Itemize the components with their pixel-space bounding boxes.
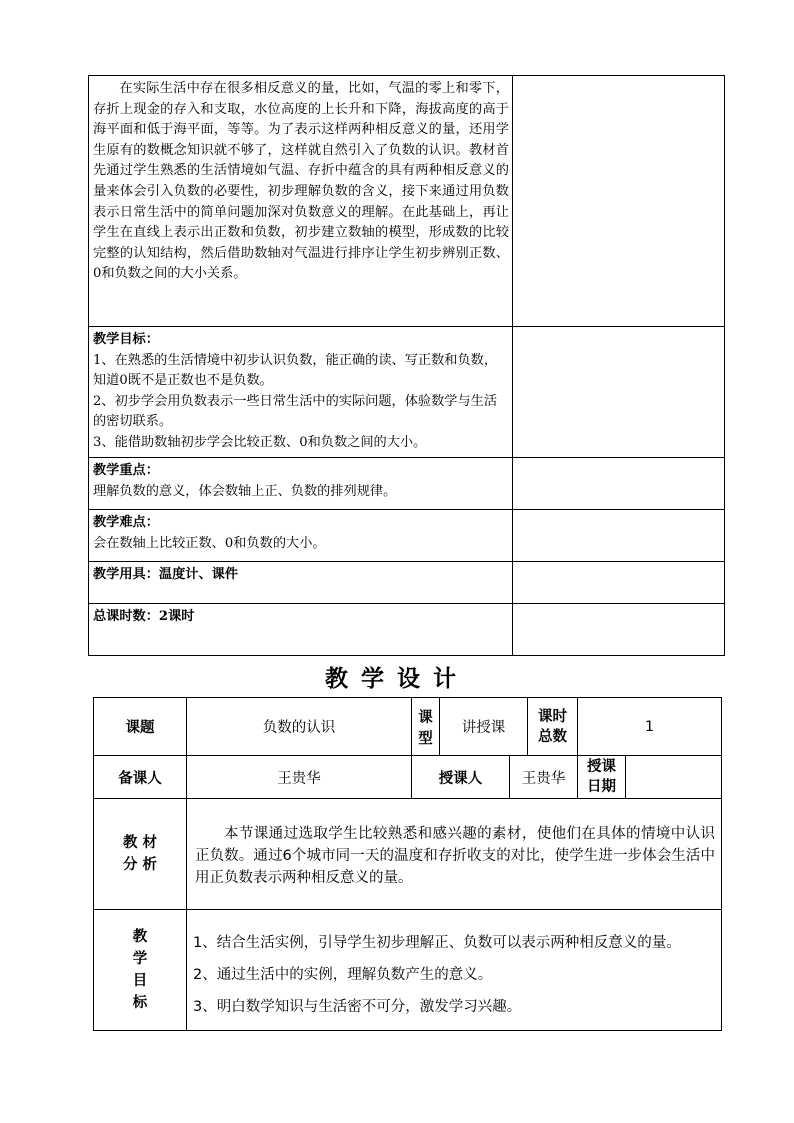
key-point-cell — [89, 458, 513, 510]
teaching-date-label-line: 授课 — [587, 759, 616, 775]
teaching-goals-label — [94, 910, 187, 1031]
teaching-date-label-line: 日期 — [587, 779, 616, 795]
teacher-value: 王贵华 — [510, 756, 578, 799]
class-hours-label — [528, 698, 578, 756]
difficulty-cell — [89, 510, 513, 562]
key-point-text: 理解负数的意义，体会数轴上正、负数的排列规律。 — [93, 483, 397, 499]
notes-cell — [513, 458, 725, 510]
teaching-goals-label-char: 标 — [132, 995, 148, 1011]
topic-label: 课题 — [94, 698, 187, 756]
material-analysis-text: 本节课通过选取学生比较熟悉和感兴趣的素材，使他们在具体的情境中认识正负数。通过6个城市同一天的温度和存折收支的对比，使学生进一步体会生活中用正负数表示两种相反意义的量。 — [187, 799, 722, 910]
teaching-goals-heading: 教学目标： — [93, 332, 159, 347]
notes-cell — [513, 510, 725, 562]
goal-item: 2、通过生活中的实例，理解负数产生的意义。 — [193, 967, 493, 983]
preparer-value: 王贵华 — [187, 756, 412, 799]
class-hours-label-line: 课时 — [538, 708, 567, 725]
notes-cell — [513, 604, 725, 656]
preparer-label: 备课人 — [94, 756, 187, 799]
page-title: 教学设计 — [325, 665, 469, 692]
teacher-label: 授课人 — [412, 756, 510, 799]
teaching-goal-item: 1、在熟悉的生活情境中初步认识负数，能正确的读、写正数和负数，知道0既不是正数也不是负数。 — [93, 352, 498, 389]
total-hours-cell — [89, 604, 513, 656]
lesson-type-label: 课型 — [412, 698, 440, 756]
lesson-plan-upper-table — [88, 75, 725, 656]
difficulty-text: 会在数轴上比较正数、0和负数的大小。 — [93, 535, 326, 551]
lesson-type-value: 讲授课 — [440, 698, 528, 756]
teaching-date-value — [626, 756, 722, 799]
teaching-goals-list — [187, 910, 722, 1031]
goal-item: 3、明白数学知识与生活密不可分，激发学习兴趣。 — [193, 999, 522, 1015]
teaching-goals-label-char: 目 — [132, 973, 148, 989]
class-hours-label-line: 总数 — [538, 728, 567, 745]
material-analysis-label-line: 教 材 — [122, 835, 158, 851]
teaching-goals-label-char: 学 — [132, 951, 148, 967]
teaching-tools-text: 教学用具：温度计、课件 — [93, 567, 239, 582]
material-intro-text: 在实际生活中存在很多相反意义的量，比如，气温的零上和零下，存折上现金的存入和支取，水位高度的上长升和下降，海拔高度的高于海平面和低于海平面，等等。为了表示这样两种相反意义的量，还用学生原有的数概念知识就不够了，这样就自然引入了负数的认识。教材首先通过学生熟悉的生活情境如气温、存折中蕴含的具有两种相反意义的量来体会引入负数的必要性，初步理解负数的含义，接下来通过用负数表示日常生活中的简单问题加深对负数意义的理解。在此基础上，再让学生在直线上表示出正数和负数，初步建立数轴的模型，形成数的比较完整的认知结构，然后借助数轴对气温进行排序让学生初步辨别正数、0和负数之间的大小关系。 — [93, 81, 509, 282]
total-hours-text: 总课时数：2课时 — [93, 609, 195, 624]
teaching-goal-item: 2、初步学会用负数表示一些日常生活中的实际问题，体验数学与生活的密切联系。 — [93, 393, 498, 430]
teaching-goals-label-char: 教 — [132, 929, 148, 945]
lesson-design-table — [93, 697, 722, 1031]
topic-value: 负数的认识 — [187, 698, 412, 756]
material-analysis-label — [94, 799, 187, 910]
notes-cell — [513, 562, 725, 604]
material-analysis-label-line: 分 析 — [122, 857, 158, 873]
teaching-goal-item: 3、能借助数轴初步学会比较正数、0和负数之间的大小。 — [93, 434, 427, 450]
notes-cell — [513, 327, 725, 458]
teaching-tools-cell — [89, 562, 513, 604]
teaching-date-label — [578, 756, 626, 799]
notes-cell — [513, 76, 725, 327]
key-point-heading: 教学重点： — [93, 463, 159, 478]
class-hours-value: 1 — [578, 698, 722, 756]
teaching-goals-cell — [89, 327, 513, 458]
goal-item: 1、结合生活实例，引导学生初步理解正、负数可以表示两种相反意义的量。 — [193, 935, 681, 951]
material-intro-cell — [89, 76, 513, 327]
difficulty-heading: 教学难点： — [93, 515, 159, 530]
